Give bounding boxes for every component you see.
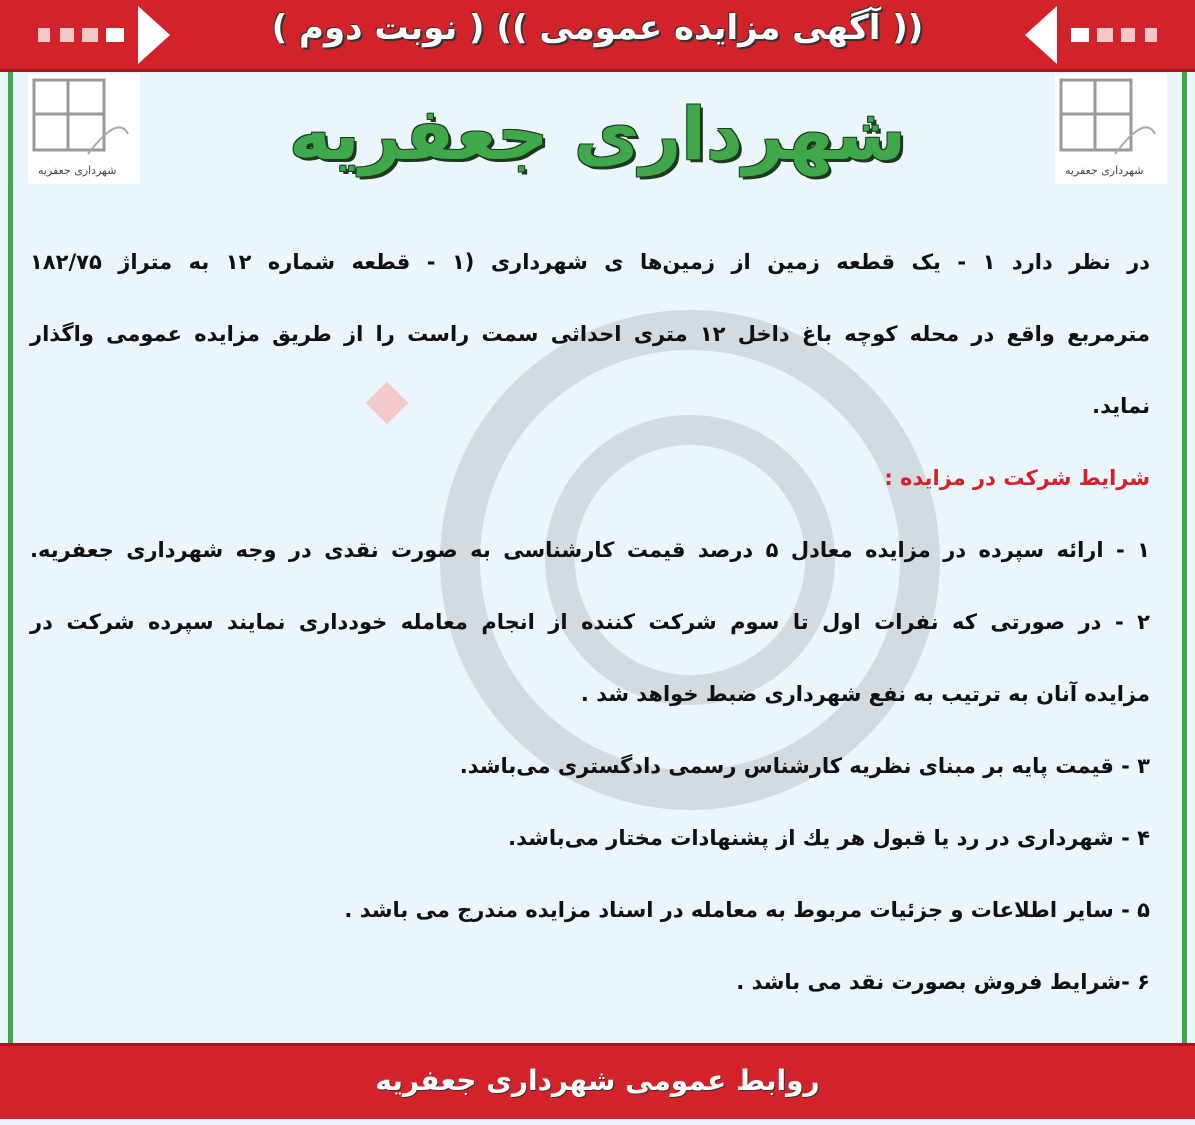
intro-line: نماید. bbox=[1092, 394, 1150, 418]
condition-line: ۱ - ارائه سپرده در مزایده معادل ۵ درصد قیمت کارشناسی به صورت نقدی در وجه شهرداری جعفریه. bbox=[30, 538, 1150, 562]
municipality-title: شهرداری جعفریه bbox=[288, 92, 907, 176]
condition-line: ۶ -شرایط فروش بصورت نقد می باشد . bbox=[736, 970, 1150, 994]
condition-line: ۵ - سایر اطلاعات و جزئیات مربوط به معامله در اسناد مزایده مندرج می باشد . bbox=[344, 898, 1150, 922]
footer-banner bbox=[0, 1043, 1195, 1119]
svg-text:شهرداری جعفریه: شهرداری جعفریه bbox=[1065, 164, 1144, 177]
intro-line: مترمربع واقع در محله کوچه باغ داخل ۱۲ متری احداثی سمت راست را از طریق مزایده عمومی واگذار bbox=[30, 322, 1150, 346]
svg-text:شهرداری جعفریه: شهرداری جعفریه bbox=[38, 164, 117, 177]
condition-line: ۳ - قیمت پایه بر مبنای نظریه کارشناس رسمی دادگستری می‌باشد. bbox=[459, 754, 1150, 778]
header-title: (( آگهی مزایده عمومی )) ( نوبت دوم ) bbox=[271, 8, 924, 48]
conditions-heading: شرایط شرکت در مزایده : bbox=[884, 466, 1150, 490]
condition-line: ۲ - در صورتی که نفرات اول تا سوم شرکت کننده از انجام معامله خودداری نمایند سپرده شرکت در bbox=[30, 610, 1150, 634]
condition-line: ۴ - شهرداری در رد یا قبول هر یك از پشنهادات مختار می‌باشد. bbox=[508, 826, 1150, 850]
intro-line: در نظر دارد ۱ - یک قطعه زمین از زمین‌ها ی شهرداری (۱ - قطعه شماره ۱۲ به متراژ ۱۸۲/۷۵ bbox=[30, 250, 1150, 274]
footer-text: روابط عمومی شهرداری جعفریه bbox=[375, 1064, 820, 1097]
condition-line: مزایده آنان به ترتیب به نفع شهرداری ضبط خواهد شد . bbox=[580, 682, 1150, 706]
